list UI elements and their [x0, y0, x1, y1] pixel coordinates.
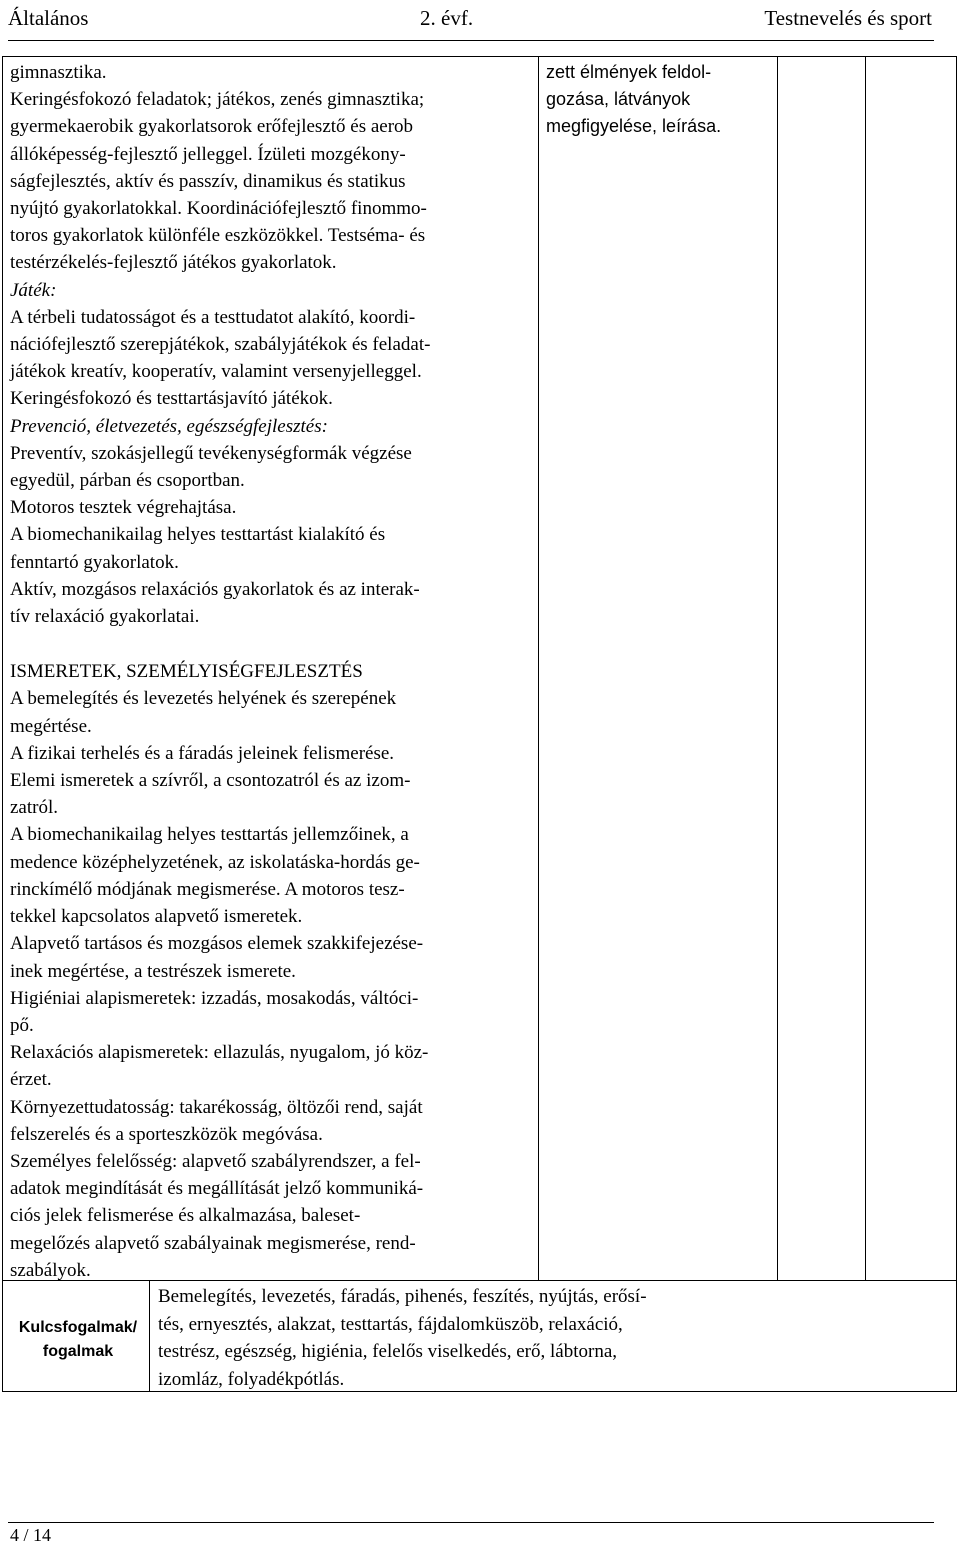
table-divider-col1: [538, 56, 539, 1280]
prevention-paragraph: Preventív, szokásjellegű tevékenységformák végzése egyedül, párban és csoportban. Motoros tesztek végrehajtása. A biomechanikailag helyes testtartást kialakító és fenntartó gyakorlatok. Aktív, mozgásos relaxációs gyakorlatok és az interak- tív relaxáció gyakorlatai.: [10, 442, 420, 628]
activities-paragraph: gimnasztika. Keringésfokozó feladatok; játékos, zenés gimnasztika; gyermekaerobik gyakorlatsorok erőfejlesztő és aerob állóképesség-fejlesztő jelleggel. Ízületi mozgékony- ságfejlesztés, aktív és passzív, dinamikus és statikus nyújtó gyakorlatokkal. Koordinációfejlesztő finommo- toros gyakorlatok különféle eszközökkel. Testséma- és testérzékelés-fejlesztő játékos gyakorlatok.: [10, 62, 427, 274]
page-number: 4 / 14: [10, 1525, 52, 1545]
footer-rule: [8, 1522, 934, 1523]
key-concepts-divider: [149, 1280, 150, 1392]
page-header: [8, 0, 934, 41]
header-subject: Testnevelés és sport: [764, 6, 932, 30]
header-grade: 2. évf.: [420, 6, 474, 30]
table-left-border: [2, 56, 3, 1392]
table-divider-col3: [865, 56, 866, 1280]
section-spacer: [10, 630, 535, 658]
table-divider-col2: [777, 56, 778, 1280]
prevention-heading: Prevenció, életvezetés, egészségfejlesztés:: [10, 415, 328, 437]
main-content-column: [10, 59, 535, 1284]
game-heading: Játék:: [10, 279, 57, 301]
knowledge-section-text: A bemelegítés és levezetés helyének és szerepének megértése. A fizikai terhelés és a fáradás jeleinek felismerése. Elemi ismeretek a szívről, a csontozatról és az izom- zatról. A biomechanikailag helyes testtartás jellemzőinek, a medence középhelyzetének, az iskolatáska-hordás ge- rinckímélő módjának megismerése. A motoros tesz- tekkel kapcsolatos alapvető ismeretek. Alapvető tartásos és mozgásos elemek szakkifejezése- inek megértése, a testrészek ismerete. Higiéniai alapismeretek: izzadás, mosakodás, váltóci- pő. Relaxációs alapismeretek: ellazulás, nyugalom, jó köz- érzet. Környezettudatosság: takarékosság, öltözői rend, saját felszerelés és a sporteszközök megóvása. Személyes felelősség: alapvető szabályrendszer, a fel- adatok megindítását és megállítását jelző kommuniká- ciós jelek felismerése és alkalmazása, baleset- megelőzés alapvető szabályainak megismerése, rend- szabályok.: [10, 688, 429, 1281]
table-right-border: [956, 56, 957, 1392]
key-concepts-text: Bemelegítés, levezetés, fáradás, pihenés, feszítés, nyújtás, erősí- tés, ernyesztés, alakzat, testtartás, fájdalomküszöb, relaxáció, testrész, egészség, higiénia, felelős viselkedés, erő, lábtorna, izomláz, folyadékpótlás.: [158, 1286, 647, 1390]
knowledge-section-title: ISMERETEK, SZEMÉLYISÉGFEJLESZTÉS: [10, 661, 363, 683]
header-category: Általános: [8, 6, 89, 30]
game-paragraph: A térbeli tudatosságot és a testtudatot alakító, koordi- nációfejlesztő szerepjátékok, szabályjátékok és feladat- játékok kreatív, kooperatív, valamint versenyjelleggel. Keringésfokozó és testtartásjavító játékok.: [10, 306, 431, 410]
side-column-text: zett élmények feldol- gozása, látványok megfigyelése, leírása.: [546, 62, 722, 136]
table-top-border: [2, 56, 957, 57]
key-concepts-label: Kulcsfogalmak/ fogalmak: [18, 1319, 138, 1360]
